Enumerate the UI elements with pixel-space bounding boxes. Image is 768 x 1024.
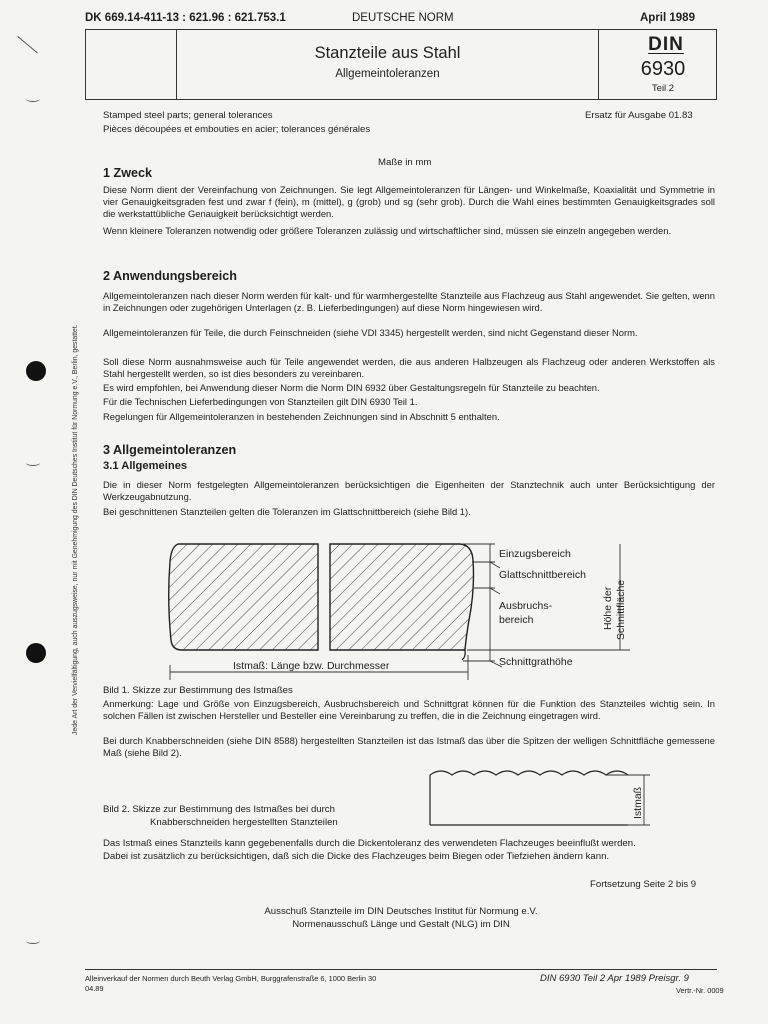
din-part: Teil 2 xyxy=(651,83,675,94)
title-box-divider-right xyxy=(598,29,599,100)
closing-paragraph: Dabei ist zusätzlich zu berücksichtigen, daß sich die Dicke des Flachzeuges beim Biegen oder Tiefziehen ändern kann. xyxy=(103,851,610,862)
figure-2-caption-line1: Bild 2. Skizze zur Bestimmung des Istmaßes bei durch xyxy=(103,804,335,815)
committee-line: Normenausschuß Länge und Gestalt (NLG) im DIN xyxy=(292,919,510,930)
corner-mark xyxy=(17,36,38,54)
label-ausbruchsbereich-1: Ausbruchs- xyxy=(499,600,553,612)
footer-document-id: DIN 6930 Teil 2 Apr 1989 Preisgr. 9 xyxy=(540,973,689,984)
dim-line xyxy=(490,588,500,594)
section-heading-2: 2 Anwendungsbereich xyxy=(103,269,237,283)
title-french: Pièces découpées et embouties en acier; tolerances générales xyxy=(103,124,371,135)
footer-rule xyxy=(85,969,717,970)
section-1-paragraph: Wenn kleinere Toleranzen notwendig oder größere Toleranzen zulässig und wirtschaftlicher sind, müssen sie einzeln angegeben werden. xyxy=(103,225,672,236)
section-heading-3: 3 Allgemeintoleranzen xyxy=(103,443,237,457)
label-schnittflaeche: Schnittfläche xyxy=(615,579,627,640)
dim-line xyxy=(490,562,500,568)
footer-publisher: Alleinverkauf der Normen durch Beuth Verlag GmbH, Burggrafenstraße 6, 1000 Berlin 30 xyxy=(85,974,377,983)
knabber-paragraph: Bei durch Knabberschneiden (siehe DIN 8588) hergestellten Stanzteilen ist das Istmaß das über die Spitzen der welligen Schnittfläche gemessene Maß (siehe Bild 2). xyxy=(103,735,715,759)
committee-line: Ausschuß Stanzteile im DIN Deutsches Institut für Normung e.V. xyxy=(264,906,538,917)
document-title: Stanzteile aus Stahl xyxy=(314,44,461,62)
figure-1-sketch xyxy=(150,530,690,680)
label-schnittgrathoehe: Schnittgrathöhe xyxy=(499,656,573,668)
title-box-divider-left xyxy=(176,29,177,100)
part-section-left xyxy=(169,544,318,650)
replacement-note: Ersatz für Ausgabe 01.83 xyxy=(585,110,693,121)
title-english: Stamped steel parts; general tolerances xyxy=(103,110,273,121)
label-istmass: Istmaß: Länge bzw. Durchmesser xyxy=(233,660,390,672)
label-einzugsbereich: Einzugsbereich xyxy=(499,548,571,560)
section-2-paragraph: Für die Technischen Lieferbedingungen von Stanzteilen gilt DIN 6930 Teil 1. xyxy=(103,396,418,407)
section-2-paragraph: Allgemeintoleranzen für Teile, die durch Feinschneiden (siehe VDI 3345) hergestellt werden, sind nicht Gegenstand dieser Norm. xyxy=(103,327,638,338)
label-istmass-fig2: Istmaß xyxy=(632,786,644,819)
section-3-paragraph: Die in dieser Norm festgelegten Allgemeintoleranzen berücksichtigen die Eigenheiten der Stanztechnik auch unter Berücksichtigung der Werkzeugabnutzung. xyxy=(103,479,715,503)
wavy-cut-edge xyxy=(430,771,628,775)
figure-1-caption: Bild 1. Skizze zur Bestimmung des Istmaßes xyxy=(103,685,293,696)
punch-mark xyxy=(26,460,40,466)
punch-hole xyxy=(26,643,46,663)
din-number: 6930 xyxy=(640,58,686,80)
punch-mark xyxy=(26,938,40,944)
din-logo: DIN xyxy=(648,34,684,55)
dk-classification: DK 669.14-411-13 : 621.96 : 621.753.1 xyxy=(85,12,286,24)
label-glattschnittbereich: Glattschnittbereich xyxy=(499,569,586,581)
section-2-paragraph: Allgemeintoleranzen nach dieser Norm werden für kalt- und für warmhergestellte Stanzteile aus Flachzeug aus Stahl angewendet. Sie gelten, wenn in Zeichnungen oder zugehörigen Unterlagen (z. B. Lieferbedingungen) auf diese Norm hingewiesen wird. xyxy=(103,290,715,314)
continuation-note: Fortsetzung Seite 2 bis 9 xyxy=(590,879,697,890)
subsection-heading-3-1: 3.1 Allgemeines xyxy=(103,460,188,472)
anmerkung: Anmerkung: Lage und Größe von Einzugsbereich, Ausbruchsbereich und Schnittgrat können für die Funktion des Stanzteiles wichtig sein. In solchen Fällen ist zwischen Hersteller und Besteller eine Vereinbarung zu treffen, die in die Zeichnung eingetragen wird. xyxy=(103,698,715,722)
section-3-paragraph: Bei geschnittenen Stanzteilen gelten die Toleranzen im Glattschnittbereich (siehe Bild 1). xyxy=(103,506,471,517)
punch-hole xyxy=(26,361,46,381)
section-1-paragraph: Diese Norm dient der Vereinfachung von Zeichnungen. Sie legt Allgemeintoleranzen für Längen- und Winkelmaße, Koaxialität und Symmetrie in vier Genauigkeitsgraden fest und zwar f (fein), m (mittel), g (grob) und sg (sehr grob). Durch die Wahl eines bestimmten Genauigkeitsgrades soll die werkstattübliche Genauigkeit berücksichtigt werden. xyxy=(103,184,715,220)
section-2-paragraph: Soll diese Norm ausnahmsweise auch für Teile angewendet werden, die aus anderen Halbzeugen als Flachzeug oder anderen Werkstoffen als Stahl hergestellt werden, so ist dies besonders zu vereinbaren. xyxy=(103,356,715,380)
figure-2-caption-line2: Knabberschneiden hergestellten Stanzteilen xyxy=(150,817,338,828)
burr-edge xyxy=(462,650,465,660)
document-subtitle: Allgemeintoleranzen xyxy=(335,68,440,80)
label-hoehe-der: Höhe der xyxy=(602,586,614,630)
footer-code: 04.89 xyxy=(85,984,104,993)
norm-label: DEUTSCHE NORM xyxy=(352,12,454,24)
label-ausbruchsbereich-2: bereich xyxy=(499,614,534,626)
figure-2-sketch xyxy=(420,765,650,837)
section-heading-1: 1 Zweck xyxy=(103,166,153,180)
footer-vertr: Vertr.-Nr. 0009 xyxy=(676,986,724,995)
section-2-paragraph: Es wird empfohlen, bei Anwendung dieser Norm die Norm DIN 6932 über Gestaltungsregeln für Stanzteile zu beachten. xyxy=(103,382,600,393)
punch-mark xyxy=(26,96,40,102)
issue-date: April 1989 xyxy=(640,12,695,24)
section-2-paragraph: Regelungen für Allgemeintoleranzen in bestehenden Zeichnungen sind in Abschnitt 5 enthalten. xyxy=(103,411,500,422)
copyright-side-notice: Jede Art der Vervielfältigung, auch auszugsweise, nur mit Genehmigung des DIN Deutsches Institut für Normung e.V., Berlin, gestattet. xyxy=(72,324,79,735)
units-note: Maße in mm xyxy=(378,157,432,168)
part-section-right xyxy=(330,544,474,650)
closing-paragraph: Das Istmaß eines Stanzteils kann gegebenenfalls durch die Dickentoleranz des verwendeten Flachzeuges beeinflußt werden. xyxy=(103,838,636,849)
